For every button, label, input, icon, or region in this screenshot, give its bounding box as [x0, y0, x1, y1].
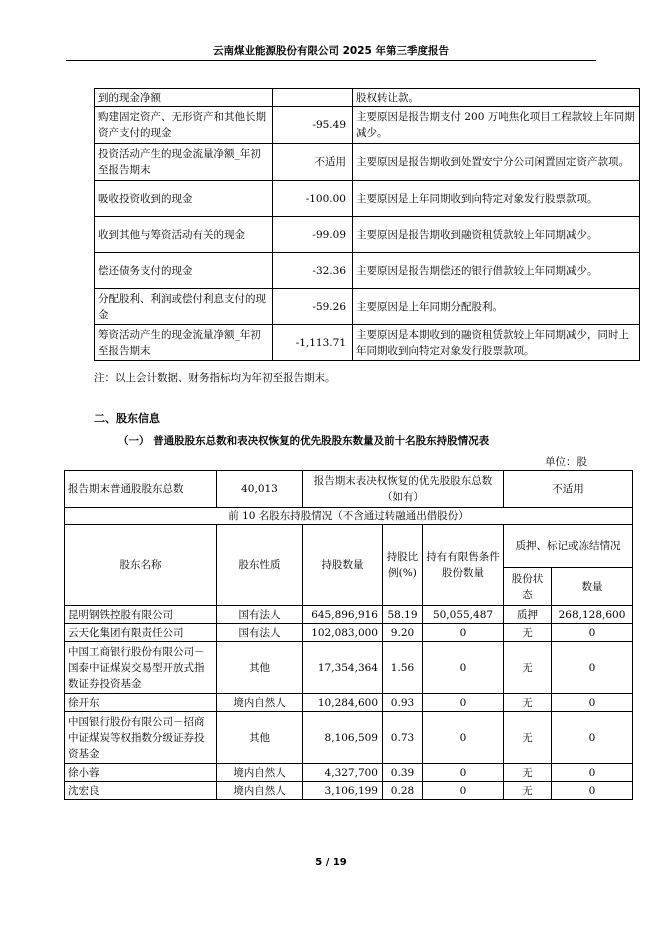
shareholder-restricted: 50,055,487 — [423, 606, 504, 624]
col-header-shares: 持股数量 — [303, 525, 383, 606]
column-header-row — [65, 525, 633, 568]
shareholder-restricted: 0 — [423, 782, 504, 800]
cashflow-reason: 主要原因是报告期收到融资租赁款较上年同期减少。 — [353, 217, 640, 253]
cashflow-row — [95, 325, 640, 361]
cashflow-reason: 主要原因是报告期收到处置安宁分公司闲置固定资产款项。 — [353, 144, 640, 181]
cashflow-item: 收到其他与筹资活动有关的现金 — [95, 217, 273, 253]
shareholder-ratio: 1.56 — [383, 642, 423, 694]
total-holders-label: 报告期末普通股股东总数 — [65, 471, 217, 508]
shareholder-ratio: 0.93 — [383, 694, 423, 712]
col-header-pledge-group: 质押、标记或冻结情况 — [504, 525, 633, 568]
cashflow-row — [95, 89, 640, 107]
cashflow-row — [95, 181, 640, 217]
shareholder-ratio: 0.73 — [383, 712, 423, 764]
cashflow-change-pct: -1,113.71 — [273, 325, 353, 361]
shareholder-nature: 境内自然人 — [217, 694, 303, 712]
cashflow-change-pct: -95.49 — [273, 107, 353, 144]
cashflow-change-pct: -99.09 — [273, 217, 353, 253]
shareholder-pledge-qty: 0 — [552, 782, 633, 800]
cashflow-change-table — [94, 88, 640, 361]
shareholder-shares: 645,896,916 — [303, 606, 383, 624]
shareholder-name: 中国银行股份有限公司－招商中证煤炭等权指数分级证券投资基金 — [65, 712, 217, 764]
section-title: 二、股东信息 — [94, 412, 160, 425]
shareholder-pledge-qty: 0 — [552, 712, 633, 764]
shareholder-pledge-status: 无 — [504, 694, 552, 712]
shareholder-restricted: 0 — [423, 694, 504, 712]
cashflow-change-pct — [273, 89, 353, 107]
cashflow-row — [95, 217, 640, 253]
shareholder-name: 中国工商银行股份有限公司－国泰中证煤炭交易型开放式指数证券投资基金 — [65, 642, 217, 694]
cashflow-change-pct: 不适用 — [273, 144, 353, 181]
total-holders-value: 40,013 — [217, 471, 303, 508]
shareholder-shares: 4,327,700 — [303, 764, 383, 782]
cashflow-item: 分配股利、利润或偿付利息支付的现金 — [95, 289, 273, 325]
shareholder-shares: 8,106,509 — [303, 712, 383, 764]
shareholder-pledge-qty: 0 — [552, 764, 633, 782]
cashflow-row — [95, 253, 640, 289]
shareholder-ratio: 9.20 — [383, 624, 423, 642]
cashflow-change-pct: -32.36 — [273, 253, 353, 289]
report-header: 云南煤业能源股份有限公司 2025 年第三季度报告 — [212, 45, 450, 57]
cashflow-item: 到的现金净额 — [95, 89, 273, 107]
shareholder-nature: 其他 — [217, 712, 303, 764]
cashflow-reason: 主要原因是报告期偿还的银行借款较上年同期减少。 — [353, 253, 640, 289]
shareholder-ratio: 0.28 — [383, 782, 423, 800]
col-header-pledge-status: 股份状态 — [504, 568, 552, 606]
shareholder-shares: 17,354,364 — [303, 642, 383, 694]
cashflow-item: 购建固定资产、无形资产和其他长期资产支付的现金 — [95, 107, 273, 144]
col-header-ratio: 持股比例(%) — [383, 525, 423, 606]
header-divider — [66, 60, 596, 61]
shareholder-row — [65, 624, 633, 642]
cashflow-change-pct: -59.26 — [273, 289, 353, 325]
cashflow-change-pct: -100.00 — [273, 181, 353, 217]
shareholder-restricted: 0 — [423, 624, 504, 642]
shareholder-restricted: 0 — [423, 712, 504, 764]
shareholder-nature: 境内自然人 — [217, 764, 303, 782]
shareholder-pledge-status: 无 — [504, 712, 552, 764]
shareholder-name: 徐小蓉 — [65, 764, 217, 782]
shareholder-row — [65, 606, 633, 624]
shareholder-name: 昆明钢铁控股有限公司 — [65, 606, 217, 624]
summary-row — [65, 471, 633, 508]
shareholder-name: 云天化集团有限责任公司 — [65, 624, 217, 642]
shareholder-pledge-status: 无 — [504, 624, 552, 642]
shareholder-pledge-status: 无 — [504, 764, 552, 782]
cashflow-item: 投资活动产生的现金流量净额_年初至报告期末 — [95, 144, 273, 181]
cashflow-reason: 主要原因是上年同期收到向特定对象发行股票款项。 — [353, 181, 640, 217]
shareholder-pledge-qty: 0 — [552, 694, 633, 712]
shareholder-row — [65, 642, 633, 694]
col-header-pledge-qty: 数量 — [552, 568, 633, 606]
col-header-name: 股东名称 — [65, 525, 217, 606]
cashflow-reason: 主要原因是本期收到的融资租赁款较上年同期减少，同时上年同期收到向特定对象发行股票款项。 — [353, 325, 640, 361]
shareholder-pledge-qty: 0 — [552, 624, 633, 642]
caption-row — [65, 508, 633, 525]
shareholder-nature: 境内自然人 — [217, 782, 303, 800]
shareholder-shares: 10,284,600 — [303, 694, 383, 712]
shareholder-name: 徐开东 — [65, 694, 217, 712]
table-note: 注：以上会计数据、财务指标均为年初至报告期末。 — [94, 372, 336, 384]
section-subtitle: （一） 普通股股东总数和表决权恢复的优先股股东数量及前十名股东持股情况表 — [118, 435, 490, 447]
cashflow-reason: 主要原因是报告期支付 200 万吨焦化项目工程款较上年同期减少。 — [353, 107, 640, 144]
shareholder-shares: 102,083,000 — [303, 624, 383, 642]
shareholder-pledge-qty: 0 — [552, 642, 633, 694]
shareholder-pledge-status: 质押 — [504, 606, 552, 624]
shareholder-row — [65, 694, 633, 712]
cashflow-row — [95, 144, 640, 181]
shareholder-name: 沈宏良 — [65, 782, 217, 800]
col-header-nature: 股东性质 — [217, 525, 303, 606]
shareholder-pledge-status: 无 — [504, 642, 552, 694]
cashflow-item: 偿还债务支付的现金 — [95, 253, 273, 289]
cashflow-reason: 股权转让款。 — [353, 89, 640, 107]
shareholder-pledge-qty: 268,128,600 — [552, 606, 633, 624]
shareholder-shares: 3,106,199 — [303, 782, 383, 800]
shareholder-ratio: 58.19 — [383, 606, 423, 624]
shareholder-row — [65, 764, 633, 782]
pref-holders-label: 报告期末表决权恢复的优先股股东总数（如有） — [303, 471, 504, 508]
shareholder-nature: 国有法人 — [217, 606, 303, 624]
cashflow-row — [95, 289, 640, 325]
unit-label: 单位：股 — [545, 456, 587, 468]
shareholder-ratio: 0.39 — [383, 764, 423, 782]
shareholder-restricted: 0 — [423, 642, 504, 694]
top10-caption: 前 10 名股东持股情况（不含通过转融通出借股份） — [65, 508, 633, 525]
pref-holders-value: 不适用 — [504, 471, 633, 508]
shareholder-nature: 国有法人 — [217, 624, 303, 642]
shareholder-row — [65, 712, 633, 764]
col-header-restricted: 持有有限售条件股份数量 — [423, 525, 504, 606]
shareholder-restricted: 0 — [423, 764, 504, 782]
page-number: 5 / 19 — [315, 857, 347, 868]
shareholder-pledge-status: 无 — [504, 782, 552, 800]
shareholder-nature: 其他 — [217, 642, 303, 694]
cashflow-reason: 主要原因是上年同期分配股利。 — [353, 289, 640, 325]
cashflow-row — [95, 107, 640, 144]
shareholder-row — [65, 782, 633, 800]
shareholder-table — [64, 470, 633, 800]
cashflow-item: 筹资活动产生的现金流量净额_年初至报告期末 — [95, 325, 273, 361]
cashflow-item: 吸收投资收到的现金 — [95, 181, 273, 217]
